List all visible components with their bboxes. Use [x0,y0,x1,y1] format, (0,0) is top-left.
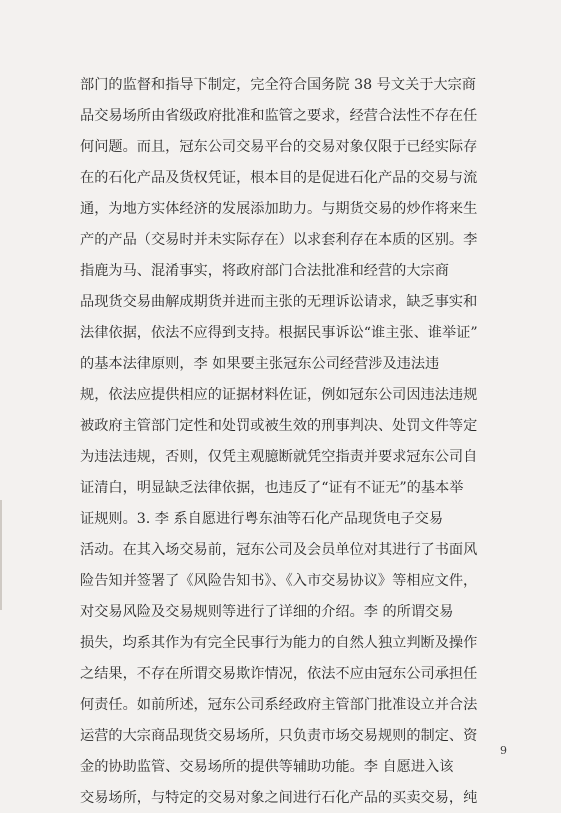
text-line: 金的协助监管、交易场所的提供等辅助功能。李 自愿进入该 [80,759,454,775]
text-line: 产的产品（交易时并未实际存在）以求套利存在本质的区别。李 [80,232,478,248]
text-line: 险告知并签署了《风险告知书》、《入市交易协议》等相应文件， [80,573,478,589]
text-line: 品现货交易曲解成期货并进而主张的无理诉讼请求，缺乏事实和 [80,294,478,310]
text-line: 何责任。如前所述，冠东公司系经政府主管部门批准设立并合法 [80,697,478,713]
text-line: 对交易风险及交易规则等进行了详细的介绍。李 的所谓交易 [80,604,454,620]
text-line: 部门的监督和指导下制定，完全符合国务院 38 号文关于大宗商 [80,77,476,93]
text-line: 被政府主管部门定性和处罚或被生效的刑事判决、处罚文件等定 [80,418,478,434]
text-line: 为违法违规，否则，仅凭主观臆断就凭空指责并要求冠东公司自 [80,449,478,465]
text-line: 指鹿为马、混淆事实，将政府部门合法批准和经营的大宗商 [80,263,449,279]
text-line: 的基本法律原则，李 如果要主张冠东公司经营涉及违法违 [80,356,440,372]
text-line: 法律依据，依法不应得到支持。根据民事诉讼“谁主张、谁举证” [80,325,478,341]
text-line: 通，为地方实体经济的发展添加助力。与期货交易的炒作将来生 [80,201,478,217]
text-line: 何问题。而且，冠东公司交易平台的交易对象仅限于已经实际存 [80,139,478,155]
text-line: 交易场所，与特定的交易对象之间进行石化产品的买卖交易，纯 [80,790,478,806]
text-line: 证清白，明显缺乏法律依据，也违反了“证有不证无”的基本举 [80,480,464,496]
text-line: 之结果，不存在所谓交易欺诈情况，依法不应由冠东公司承担任 [80,666,478,682]
text-line: 运营的大宗商品现货交易场所，只负责市场交易规则的制定、资 [80,728,478,744]
scan-edge-shadow [0,500,2,610]
text-line: 证规则。3. 李 系自愿进行粤东油等石化产品现货电子交易 [80,511,444,527]
text-line: 规，依法应提供相应的证据材料佐证，例如冠东公司因违法违规 [80,387,478,403]
text-line: 活动。在其入场交易前，冠东公司及会员单位对其进行了书面风 [80,542,478,558]
text-line: 品交易场所由省级政府批准和监管之要求，经营合法性不存在任 [80,108,478,124]
text-line: 损失，均系其作为有完全民事行为能力的自然人独立判断及操作 [80,635,478,651]
page-number: 9 [500,744,507,757]
text-line: 在的石化产品及货权凭证，根本目的是促进石化产品的交易与流 [80,170,478,186]
